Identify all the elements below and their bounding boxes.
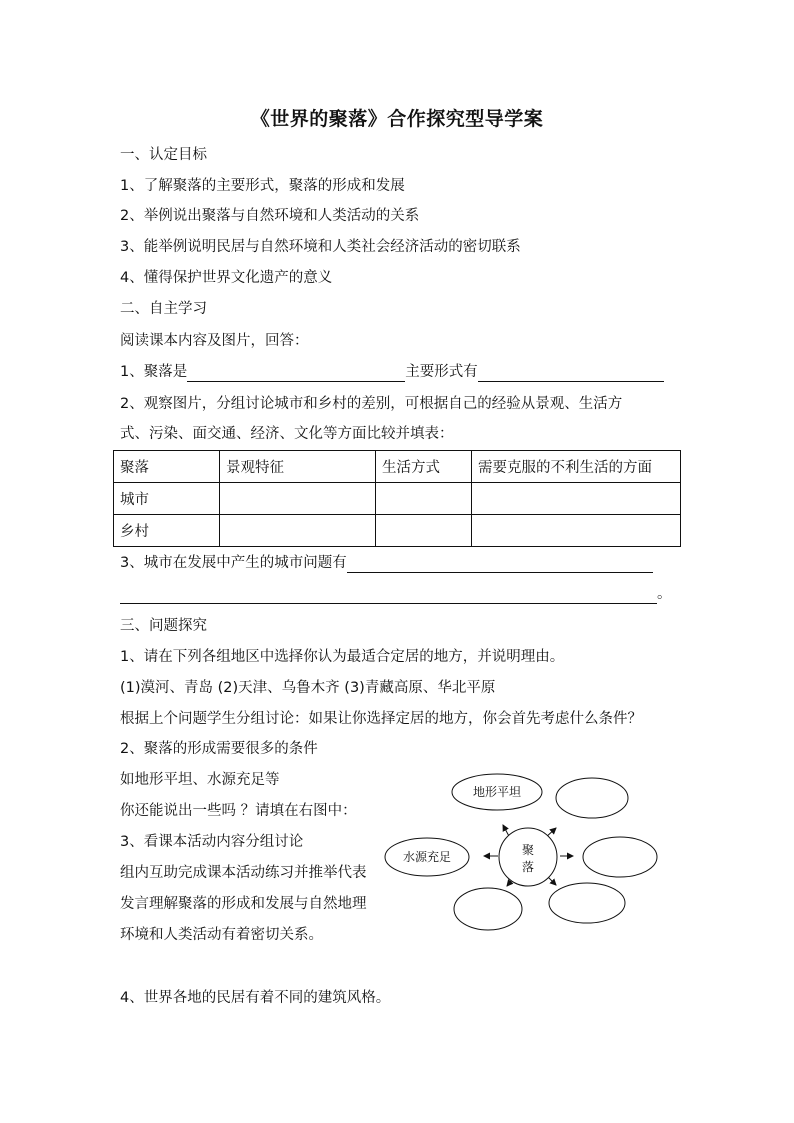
- table-cell[interactable]: [472, 515, 681, 547]
- center-node: [499, 828, 557, 886]
- question-text: 主要形式有: [405, 364, 478, 380]
- question-urban-problems-cont: [120, 584, 672, 604]
- node-label: 水源充足: [402, 850, 452, 864]
- question-text: 3、城市在发展中产生的城市问题有: [120, 555, 347, 571]
- settlement-factors-diagram: [380, 768, 680, 938]
- table-row-label: 乡村: [114, 515, 220, 547]
- question-options: (1)漠河、青岛 (2)天津、乌鲁木齐 (3)青藏高原、华北平原: [120, 680, 496, 696]
- table-row: [114, 483, 681, 515]
- empty-node[interactable]: [556, 778, 628, 818]
- question-text: 你还能说出一些吗 ？请填在右图中：: [120, 803, 357, 819]
- answer-blank[interactable]: [347, 556, 653, 573]
- question-urban-problems: [120, 553, 653, 573]
- objective-item: 3、能举例说明民居与自然环境和人类社会经济活动的密切联系: [120, 239, 521, 255]
- question-text: 如地形平坦、水源充足等: [120, 772, 280, 788]
- empty-node[interactable]: [583, 837, 657, 877]
- table-header-cell: 生活方式: [376, 451, 472, 483]
- center-label: 落: [521, 860, 535, 874]
- question-text: 1、请在下列各组地区中选择你认为最适合定居的地方，并说明理由。: [120, 649, 565, 665]
- question-text: 发言理解聚落的形成和发展与自然地理: [120, 896, 367, 912]
- question-settlement-definition: [120, 362, 664, 382]
- section2-heading: 二、自主学习: [120, 301, 207, 317]
- page-title: 《世界的聚落》合作探究型导学案: [250, 108, 544, 130]
- table-cell[interactable]: [220, 483, 376, 515]
- table-cell[interactable]: [220, 515, 376, 547]
- table-cell[interactable]: [376, 483, 472, 515]
- question-text: 根据上个问题学生分组讨论：如果让你选择定居的地方，你会首先考虑什么条件？: [120, 711, 642, 727]
- table-header-cell: 景观特征: [220, 451, 376, 483]
- answer-blank[interactable]: [120, 587, 657, 604]
- comparison-table: [113, 450, 681, 547]
- objective-item: 2、举例说出聚落与自然环境和人类活动的关系: [120, 208, 420, 224]
- reading-instruction: 阅读课本内容及图片，回答：: [120, 333, 309, 349]
- empty-node[interactable]: [454, 888, 522, 930]
- table-header-cell: 需要克服的不利生活的方面: [472, 451, 681, 483]
- question-text: 4、世界各地的民居有着不同的建筑风格。: [120, 990, 391, 1006]
- question-text: 。: [657, 586, 672, 602]
- question-text: 环境和人类活动有着密切关系。: [120, 927, 323, 943]
- question-text: 2、聚落的形成需要很多的条件: [120, 741, 318, 757]
- table-header-cell: 聚落: [114, 451, 220, 483]
- answer-blank[interactable]: [187, 365, 405, 382]
- section3-heading: 三、问题探究: [120, 618, 207, 634]
- question-text: 式、污染、面交通、经济、文化等方面比较并填表：: [120, 426, 454, 442]
- question-text: 1、聚落是: [120, 364, 188, 380]
- table-row-label: 城市: [114, 483, 220, 515]
- table-header-row: [114, 451, 681, 483]
- question-text: 2、观察图片，分组讨论城市和乡村的差别，可根据自己的经验从景观、生活方: [120, 396, 623, 412]
- answer-blank[interactable]: [478, 365, 664, 382]
- question-text: 组内互助完成课本活动练习并推举代表: [120, 865, 367, 881]
- empty-node[interactable]: [549, 883, 625, 923]
- table-cell[interactable]: [376, 515, 472, 547]
- section1-heading: 一、认定目标: [120, 147, 207, 163]
- table-row: [114, 515, 681, 547]
- objective-item: 1、了解聚落的主要形式，聚落的形成和发展: [120, 178, 405, 194]
- node-label: 地形平坦: [472, 785, 522, 799]
- table-cell[interactable]: [472, 483, 681, 515]
- center-label: 聚: [521, 843, 535, 857]
- question-text: 3、看课本活动内容分组讨论: [120, 834, 304, 850]
- objective-item: 4、懂得保护世界文化遗产的意义: [120, 270, 333, 286]
